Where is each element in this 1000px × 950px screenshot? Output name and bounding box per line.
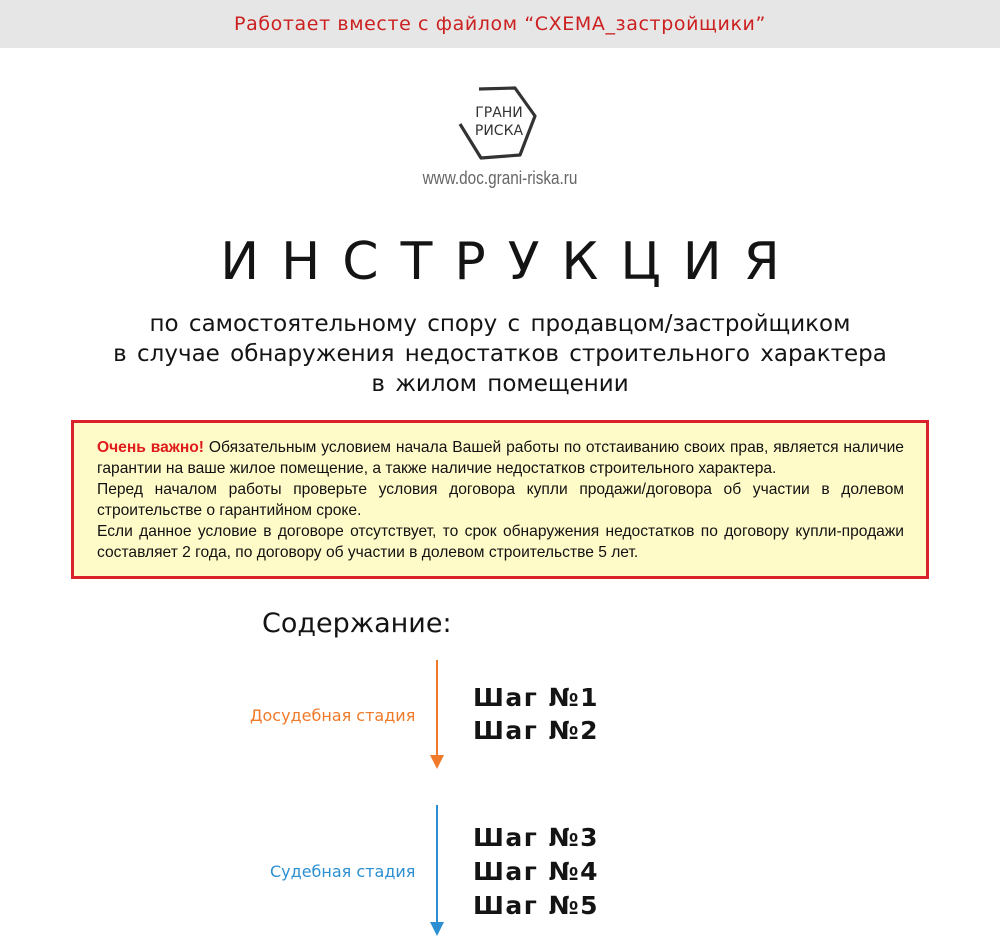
subtitle-line-2: в случае обнаружения недостатков строительного характера [113,341,887,367]
step-1-link[interactable]: Шаг №1 [473,683,599,712]
important-warning-box [71,420,929,579]
important-label: Очень важно! [97,439,204,456]
top-banner [0,0,1000,48]
warning-paragraph-3: Если данное условие в договоре отсутствует, то срок обнаружения недостатков по договору купли-продажи составляет 2 года, по договору об участии в долевом строительстве 5 лет. [97,523,904,561]
step-3-link[interactable]: Шаг №3 [473,823,599,852]
grani-riska-logo [455,82,545,162]
step-2-link[interactable]: Шаг №2 [473,716,599,745]
logo-line-1: ГРАНИ [475,105,523,121]
page-title: ИНСТРУКЦИЯ [220,232,802,292]
banner-text: Работает вместе с файлом “СХЕМА_застройщики” [234,13,766,35]
site-url: www.doc.grani-riska.ru [422,168,578,188]
pretrial-stage-label: Досудебная стадия [250,706,416,725]
court-stage-label: Судебная стадия [270,862,416,881]
subtitle [0,309,1000,399]
subtitle-line-3: в жилом помещении [371,371,629,397]
step-5-link[interactable]: Шаг №5 [473,891,599,920]
step-4-link[interactable]: Шаг №4 [473,857,599,886]
pretrial-down-arrow-icon [427,660,447,770]
warning-paragraph-1 [97,437,904,479]
toc-heading: Содержание: [262,608,452,639]
warning-paragraph-2: Перед началом работы проверьте условия договора купли продажи/договора об участии в долевом строительстве о гарантийном сроке. [97,481,904,519]
subtitle-line-1: по самостоятельному спору с продавцом/застройщиком [149,311,851,337]
warning-text-1: Обязательным условием начала Вашей работы по отстаиванию своих прав, является наличие гарантии на ваше жилое помещение, а также наличие недостатков строительного характера. [97,439,904,477]
court-down-arrow-icon [427,805,447,945]
logo-line-2: РИСКА [474,123,524,139]
